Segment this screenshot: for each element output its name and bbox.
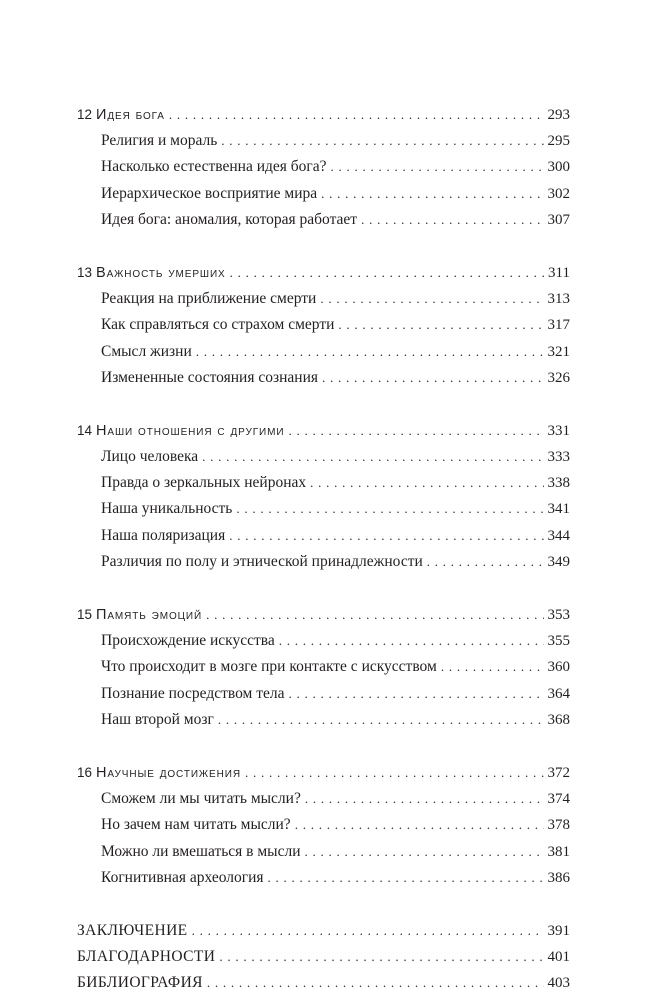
page-number: 293 <box>547 107 570 123</box>
page-number: 386 <box>547 869 570 886</box>
backmatter-entry[interactable] <box>77 970 570 996</box>
dot-leader <box>427 549 544 575</box>
dot-leader <box>221 128 543 154</box>
section-title: Измененные состояния сознания <box>101 368 319 386</box>
chapter-block <box>77 418 570 575</box>
dot-leader <box>206 602 543 628</box>
dot-leader <box>288 418 543 444</box>
page-number: 313 <box>547 291 570 308</box>
backmatter-title: БЛАГОДАРНОСТИ <box>77 948 216 966</box>
chapter-entry[interactable] <box>77 760 570 786</box>
dot-leader <box>320 286 543 312</box>
section-entry[interactable] <box>77 128 570 154</box>
chapter-number: 12 <box>77 107 93 122</box>
dot-leader <box>288 681 543 707</box>
page-number: 401 <box>547 949 570 966</box>
section-title: Наш второй мозг <box>101 710 214 728</box>
section-title: Насколько естественна идея бога? <box>101 158 327 176</box>
page-number: 300 <box>547 159 570 176</box>
dot-leader <box>279 628 544 654</box>
page-number: 355 <box>547 633 570 650</box>
dot-leader <box>236 496 543 522</box>
section-entry[interactable] <box>77 207 570 233</box>
section-entry[interactable] <box>77 681 570 707</box>
section-title: Иерархическое восприятие мира <box>101 184 318 202</box>
chapter-number: 16 <box>77 764 93 780</box>
section-entry[interactable] <box>77 470 570 496</box>
chapter-number: 13 <box>77 264 93 280</box>
section-title: Познание посредством тела <box>101 684 285 702</box>
dot-leader <box>321 181 543 207</box>
section-title: Наша уникальность <box>101 500 233 518</box>
chapter-title: Память эмоций <box>96 607 203 623</box>
dot-leader <box>207 970 544 996</box>
section-entry[interactable] <box>77 839 570 865</box>
section-entry[interactable] <box>77 154 570 180</box>
page-number: 311 <box>548 264 570 281</box>
dot-leader <box>230 260 544 286</box>
chapter-number: 14 <box>77 422 93 438</box>
section-entry[interactable] <box>77 339 570 365</box>
section-title: Как справляться со страхом смерти <box>101 316 335 334</box>
dot-leader <box>331 154 544 180</box>
section-title: Что происходит в мозге при контакте с искусством <box>101 658 437 676</box>
page-number: 341 <box>547 501 570 518</box>
section-title: Происхождение искусства <box>101 632 275 650</box>
page-number: 295 <box>547 133 570 150</box>
chapter-title: Идея бога <box>96 107 165 123</box>
dot-leader <box>322 365 543 391</box>
section-title: Религия и мораль <box>101 132 218 150</box>
chapter-entry[interactable] <box>77 418 570 444</box>
backmatter-entry[interactable] <box>77 918 570 944</box>
dot-leader <box>192 918 544 944</box>
chapter-title: Научные достижения <box>96 764 241 781</box>
page-number: 368 <box>547 711 570 728</box>
dot-leader <box>310 470 543 496</box>
section-entry[interactable] <box>77 786 570 812</box>
chapter-number: 15 <box>77 607 93 622</box>
section-title: Наша поляризация <box>101 526 226 544</box>
page-number: 302 <box>547 185 570 202</box>
section-title: Лицо человека <box>101 448 199 466</box>
page-number: 353 <box>547 607 570 623</box>
dot-leader <box>305 786 544 812</box>
section-entry[interactable] <box>77 181 570 207</box>
section-entry[interactable] <box>77 865 570 891</box>
page-number: 374 <box>547 791 570 808</box>
backmatter-title: ЗАКЛЮЧЕНИЕ <box>77 921 188 939</box>
table-of-contents <box>77 102 570 996</box>
chapter-block <box>77 260 570 391</box>
page-number: 381 <box>547 843 570 860</box>
page-number: 333 <box>547 449 570 466</box>
section-title: Смысл жизни <box>101 342 192 360</box>
section-title: Когнитивная археология <box>101 868 264 886</box>
dot-leader <box>338 312 543 338</box>
chapter-entry[interactable] <box>77 602 570 628</box>
section-title: Правда о зеркальных нейронах <box>101 474 307 492</box>
dot-leader <box>229 523 543 549</box>
dot-leader <box>219 944 543 970</box>
section-title: Можно ли вмешаться в мысли <box>101 842 301 860</box>
dot-leader <box>305 839 544 865</box>
section-entry[interactable] <box>77 365 570 391</box>
page-number: 378 <box>547 817 570 834</box>
dot-leader <box>169 102 544 128</box>
chapter-block <box>77 102 570 233</box>
page-number: 321 <box>547 343 570 360</box>
page-number: 338 <box>547 475 570 492</box>
dot-leader <box>361 207 543 233</box>
section-entry[interactable] <box>77 549 570 575</box>
section-entry[interactable] <box>77 654 570 680</box>
chapter-block <box>77 602 570 733</box>
chapter-title: Важность умерших <box>96 264 226 281</box>
section-entry[interactable] <box>77 444 570 470</box>
page-number: 344 <box>547 527 570 544</box>
backmatter-block <box>77 918 570 997</box>
section-entry[interactable] <box>77 312 570 338</box>
section-title: Идея бога: аномалия, которая работает <box>101 210 358 228</box>
page-number: 360 <box>547 659 570 676</box>
page-number: 317 <box>547 317 570 334</box>
chapter-entry[interactable] <box>77 102 570 128</box>
dot-leader <box>196 339 544 365</box>
chapter-block <box>77 760 570 891</box>
dot-leader <box>441 654 544 680</box>
section-entry[interactable] <box>77 628 570 654</box>
section-entry[interactable] <box>77 812 570 838</box>
section-title: Но зачем нам читать мысли? <box>101 816 291 834</box>
page-number: 331 <box>547 422 570 439</box>
page-number: 364 <box>547 685 570 702</box>
section-entry[interactable] <box>77 707 570 733</box>
dot-leader <box>202 444 543 470</box>
page-number: 403 <box>547 975 570 992</box>
dot-leader <box>245 760 544 786</box>
backmatter-entry[interactable] <box>77 944 570 970</box>
dot-leader <box>218 707 544 733</box>
section-entry[interactable] <box>77 496 570 522</box>
section-title: Реакция на приближение смерти <box>101 290 317 308</box>
page-number: 391 <box>547 922 570 939</box>
page-number: 326 <box>547 369 570 386</box>
chapter-entry[interactable] <box>77 260 570 286</box>
backmatter-title: БИБЛИОГРАФИЯ <box>77 974 203 992</box>
chapter-title: Наши отношения с другими <box>96 422 285 439</box>
section-title: Сможем ли мы читать мысли? <box>101 790 301 808</box>
section-entry[interactable] <box>77 523 570 549</box>
dot-leader <box>268 865 544 891</box>
page-number: 372 <box>547 764 570 781</box>
section-entry[interactable] <box>77 286 570 312</box>
page-number: 307 <box>547 211 570 228</box>
dot-leader <box>295 812 544 838</box>
page-number: 349 <box>547 553 570 570</box>
section-title: Различия по полу и этнической принадлежности <box>101 552 423 570</box>
